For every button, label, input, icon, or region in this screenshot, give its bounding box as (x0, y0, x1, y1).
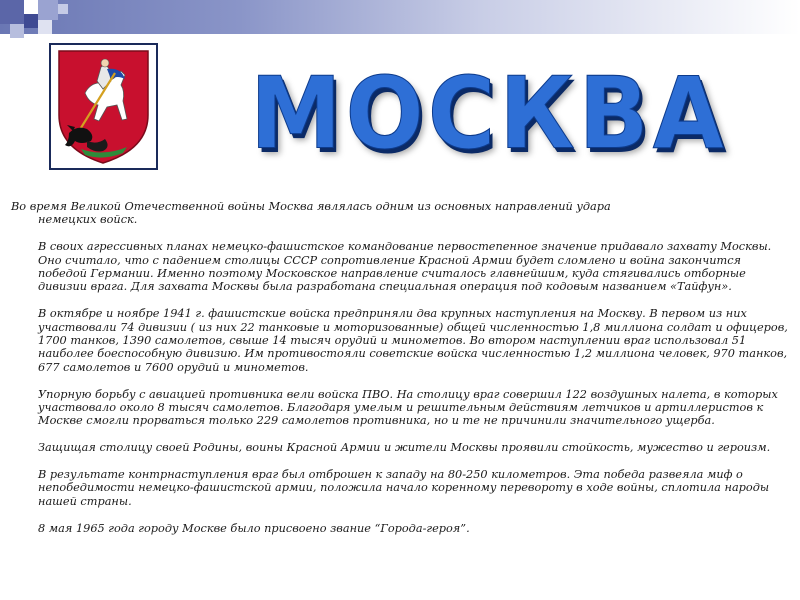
coat-of-arms-icon (51, 45, 156, 168)
moscow-coat-of-arms-emblem (49, 43, 158, 170)
decor-square (24, 0, 38, 14)
decor-square (38, 0, 58, 20)
page-title: МОСКВА (250, 55, 728, 171)
article-body (11, 200, 793, 548)
paragraph-heroism: Защищая столицу своей Родины, воины Красной Армии и жители Москвы проявили стойкость, мужество и героизм. (38, 441, 771, 455)
paragraph-offensives: В октябре и ноябре 1941 г. фашистские войска предприняли два крупных наступления на Москву. В первом из них участвовали 74 дивизии ( из них 22 танковые и моторизованные) общей численностью 1,8 миллиона солдат и офицеров, 1700 танков, 1390 самолетов, свыше 14 тысяч орудий и минометов. Во втором наступлении враг использовал 51 наиболее боеспособную дивизию. Им противостояли советские войска численностью 1,2 миллиона человек, 970 танков, 677 самолетов и 7600 орудий и минометов. (38, 307, 788, 374)
decor-square (38, 20, 52, 34)
paragraph-air-defense: Упорную борьбу с авиацией противника вели войска ПВО. На столицу враг совершил 122 воздушных налета, в которых участвовало около 8 тысяч самолетов. Благодаря умелым и решительным действиям летчиков и артиллеристов к Москве смогли прорваться только 229 самолетов противника, но и те не причинили значительного ущерба. (38, 387, 778, 428)
paragraph-counteroffensive: В результате контрнаступления враг был отброшен к западу на 80-250 километров. Эта победа развеяла миф о непобедимости немецко-фашистской армии, положила начало коренному перевороту в ходе войны, сплотила народы нашей страны. (38, 468, 770, 508)
paragraph-typhoon: В своих агрессивных планах немецко-фашистское командование первостепенное значение придавало захвату Москвы. Оно считало, что с падением столицы СССР сопротивление Красной Армии будет сломлено и война закончится победой Германии. Именно поэтому Московское направление считалось главнейшим, куда стягивались отборные дивизии врага. Для захвата Москвы была разработана специальная операция под кодовым названием «Тайфун». (38, 240, 772, 294)
decor-square (10, 24, 24, 38)
decor-square (58, 4, 68, 14)
decor-square (0, 0, 24, 24)
paragraph-intro (11, 200, 793, 227)
header-gradient-band (0, 0, 800, 34)
paragraph-hero-city: 8 мая 1965 года городу Москве было присвоено звание “Города-героя”. (38, 521, 470, 535)
paragraph-intro-line2: немецких войск. (38, 213, 138, 227)
paragraph-intro-line1: Во время Великой Отечественной войны Москва являлась одним из основных направлений удара (11, 200, 611, 213)
decor-square (24, 14, 38, 28)
